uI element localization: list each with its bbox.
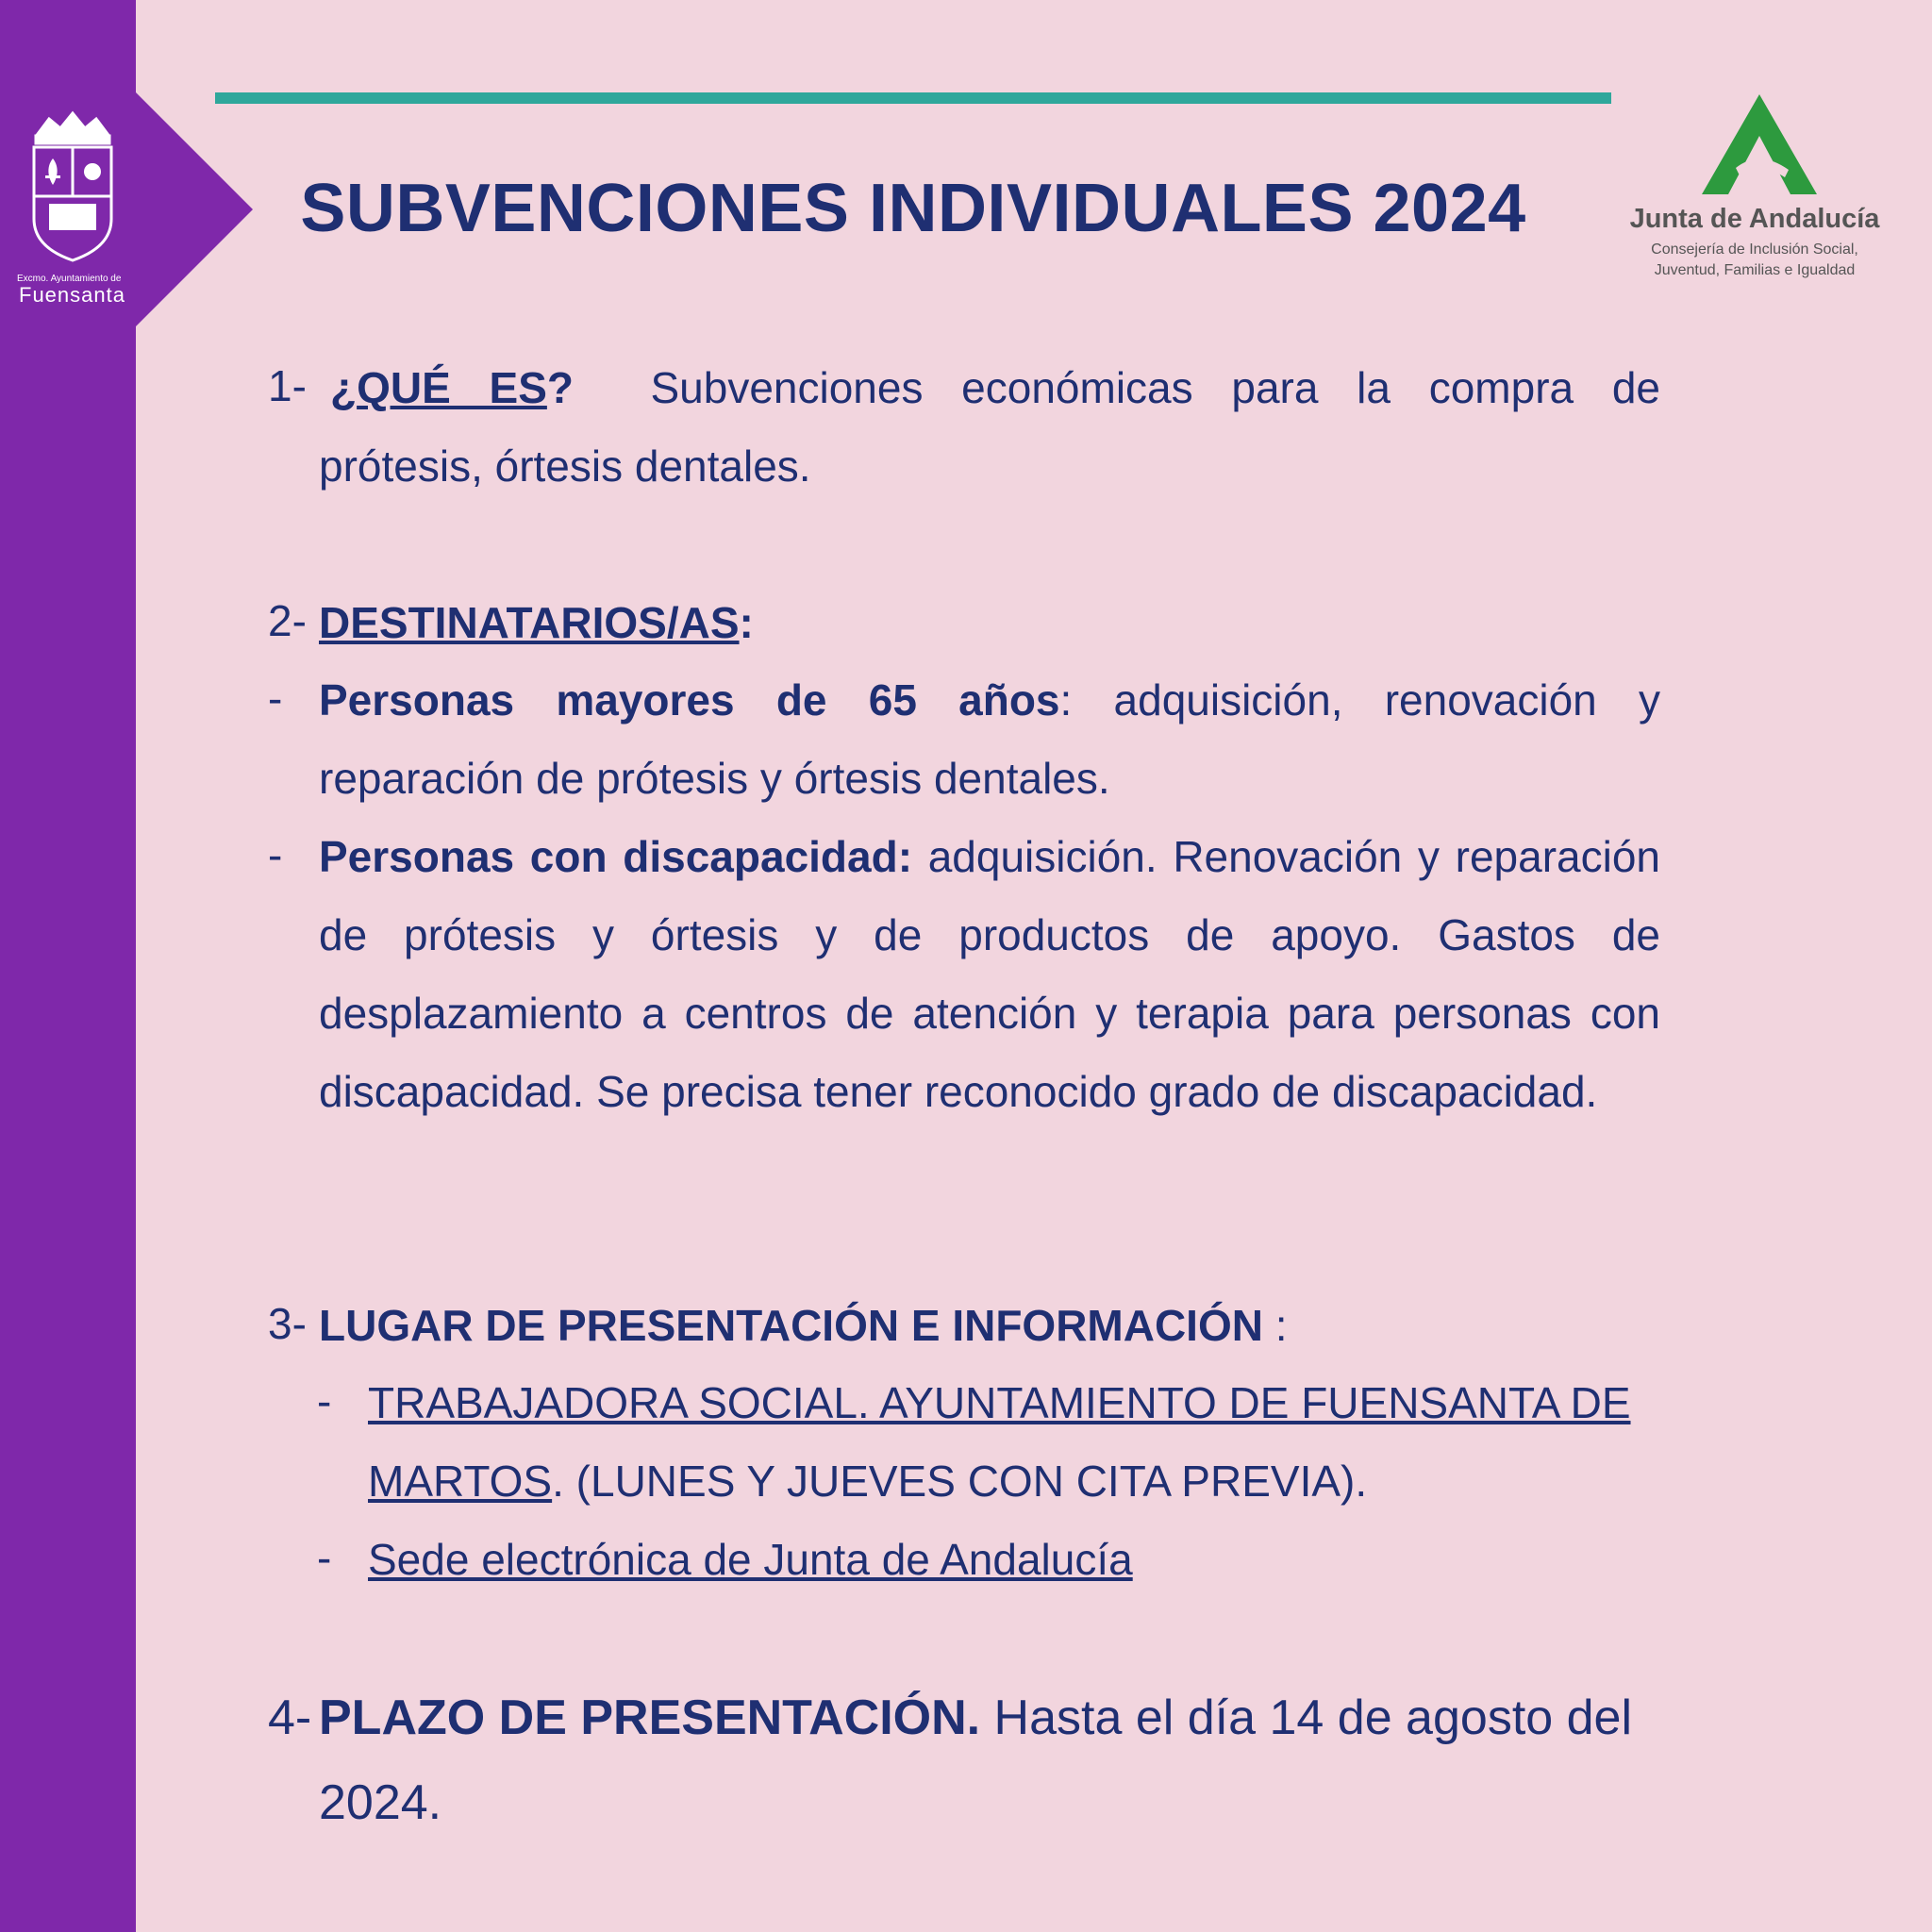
crest-name: Fuensanta: [19, 283, 125, 307]
section-2-colon: :: [739, 598, 754, 647]
section-3-dash-2: -: [317, 1533, 332, 1582]
section-2-item-1-text: : adquisición, renovación y reparación de prótesis y órtesis dentales.: [319, 675, 1660, 803]
section-3-item-1-text: . (LUNES Y JUEVES CON CITA PREVIA).: [552, 1457, 1368, 1506]
section-3-item-2: [368, 1521, 1660, 1599]
sede-electronica-link[interactable]: Sede electrónica de Junta de Andalucía: [368, 1535, 1133, 1584]
section-1-q: ¿: [330, 363, 358, 412]
fuensanta-crest-icon: [21, 106, 125, 275]
section-1-number: 1-: [268, 361, 307, 410]
section-2-label: DESTINATARIOS/AS: [319, 598, 740, 647]
trabajadora-social-link[interactable]: TRABAJADORA SOCIAL. AYUNTAMIENTO DE FUENSANTA DE MARTOS: [368, 1378, 1631, 1506]
section-4-body: Hasta el día 14 de agosto del 2024.: [319, 1690, 1633, 1830]
section-3-colon: :: [1262, 1301, 1288, 1350]
section-1-label: QUÉ ES: [357, 363, 547, 412]
section-1-q-end: ?: [546, 363, 574, 412]
section-4-text: [319, 1675, 1649, 1845]
section-2-dash-2: -: [268, 830, 283, 879]
section-2-item-2-text: adquisición. Renovación y reparación de prótesis y órtesis y de productos de apoyo. Gastos de desplazamiento a centros de atención y terapia para personas con discapacidad. Se precisa tener reconocido grado de discapacidad.: [319, 832, 1660, 1116]
section-4-label: PLAZO DE PRESENTACIÓN.: [319, 1690, 981, 1745]
ja-subtitle-2: Juventud, Familias e Igualdad: [1654, 262, 1856, 278]
page-title: [215, 170, 1611, 247]
section-3-label: LUGAR DE PRESENTACIÓN E INFORMACIÓN: [319, 1301, 1263, 1350]
section-1-line-1: [330, 349, 1660, 427]
section-1-line-2: prótesis, órtesis dentales.: [319, 441, 811, 491]
section-3-dash-1: -: [317, 1376, 332, 1425]
junta-andalucia-logo-icon: [1698, 91, 1821, 198]
section-3-item-1: [368, 1364, 1660, 1521]
section-2-item-2-bold: Personas con discapacidad:: [319, 832, 913, 881]
section-3-heading: [319, 1287, 1660, 1365]
section-3-number: 3-: [268, 1299, 307, 1348]
ja-name: Junta de Andalucía: [1629, 204, 1880, 234]
header-rule: [215, 92, 1611, 104]
crest-caption: Excmo. Ayuntamiento de: [17, 274, 122, 284]
page-title-text: SUBVENCIONES INDIVIDUALES 2024: [300, 171, 1526, 246]
section-2-heading: [319, 584, 1660, 662]
section-2-item-1: [319, 661, 1660, 818]
section-2-number: 2-: [268, 596, 307, 645]
section-2-dash-1: -: [268, 674, 283, 723]
section-2-item-1-bold: Personas mayores de 65 años: [319, 675, 1060, 724]
ja-subtitle-1: Consejería de Inclusión Social,: [1651, 242, 1858, 258]
section-1-text-1: Subvenciones económicas para la compra de: [650, 363, 1660, 412]
section-4-number: 4-: [268, 1690, 312, 1745]
section-2-item-2: [319, 818, 1660, 1131]
